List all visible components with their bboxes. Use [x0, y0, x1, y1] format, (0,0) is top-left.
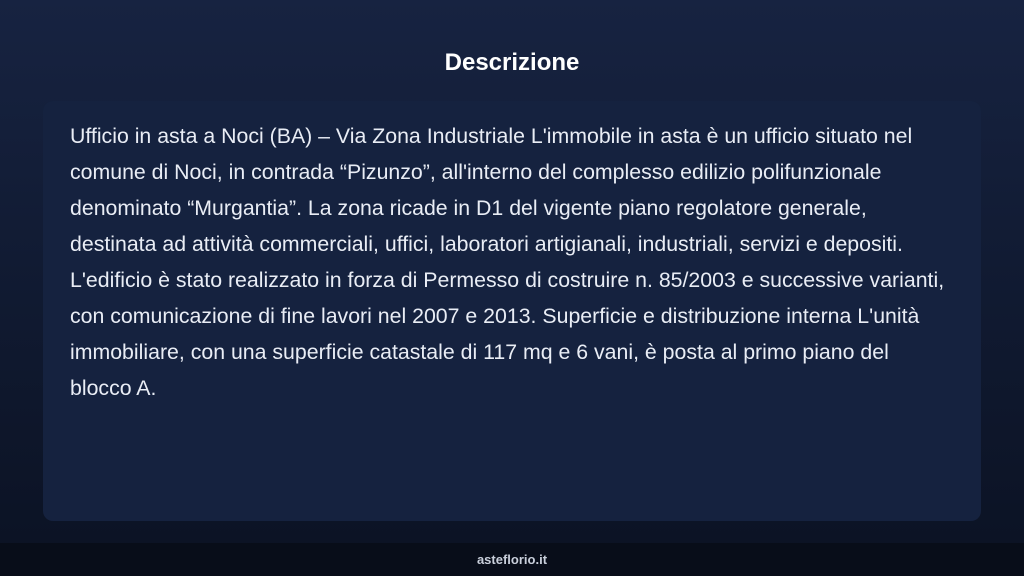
description-text: Ufficio in asta a Noci (BA) – Via Zona Industriale L'immobile in asta è un ufficio situato nel comune di Noci, in contrada “Pizunzo”, all'interno del complesso edilizio polifunzionale denominato “Murgantia”. La zona ricade in D1 del vigente piano regolatore generale, destinata ad attività commerciali, uffici, laboratori artigianali, industriali, servizi e depositi. L'edificio è stato realizzato in forza di Permesso di costruire n. 85/2003 e successive varianti, con comunicazione di fine lavori nel 2007 e 2013. Superficie e distribuzione interna L'unità immobiliare, con una superficie catastale di 117 mq e 6 vani, è posta al primo piano del blocco A. [70, 124, 945, 400]
footer-bar [0, 543, 1024, 576]
description-card [43, 101, 981, 521]
page-title: Descrizione [444, 49, 580, 76]
footer-site-label: asteflorio.it [476, 552, 548, 567]
